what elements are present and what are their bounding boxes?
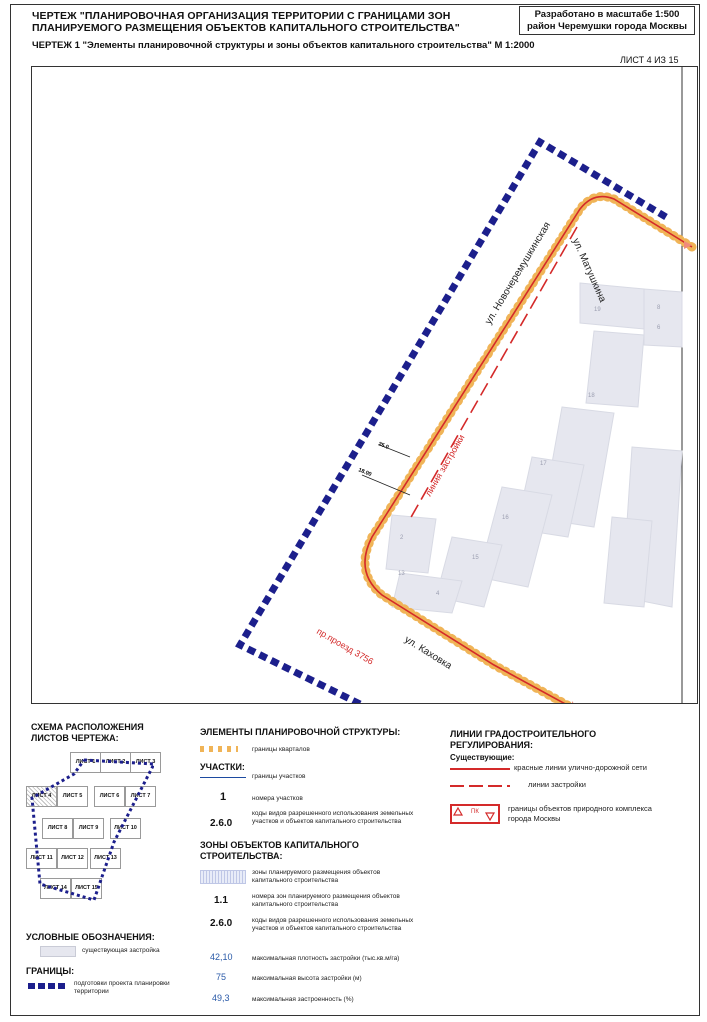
existing-building-label: существующая застройка [82, 947, 160, 954]
building-line-label: линия застройки [423, 432, 467, 498]
arrow-marker-icon [572, 701, 580, 704]
street-label: ул. Каховка [402, 634, 454, 672]
scheme-cell-13[interactable]: ЛИСТ 13 [90, 848, 121, 869]
building-number: 18 [588, 393, 595, 399]
building-number: 19 [594, 307, 601, 313]
scheme-boundary-outline [24, 752, 154, 902]
nature-boundary-label: границы объектов природного комплекса города Москвы [508, 804, 652, 823]
street-label: ул. Новочеремушкинская [483, 220, 554, 327]
red-line-label: красные линии улично-дорожной сети [514, 763, 647, 772]
density-label: максимальная плотность застройки (тыс.кв.м/га) [252, 955, 400, 962]
building-number: 15 [472, 555, 479, 561]
lines-existing-title: Существующие: [450, 753, 515, 762]
scheme-cell-11[interactable]: ЛИСТ 11 [26, 848, 57, 869]
scheme-cell-10[interactable]: ЛИСТ 10 [110, 818, 141, 839]
plots-title: УЧАСТКИ: [200, 762, 245, 772]
quarter-boundary-swatch [200, 746, 238, 752]
scheme-cell-14[interactable]: ЛИСТ 14 [40, 878, 71, 899]
scheme-cell-5[interactable]: ЛИСТ 5 [57, 786, 88, 807]
scheme-cell-1[interactable]: ЛИСТ 1 [70, 752, 101, 773]
zone-number-sample: 1.1 [214, 895, 228, 906]
zones-title: ЗОНЫ ОБЪЕКТОВ КАПИТАЛЬНОГО СТРОИТЕЛЬСТВА: [200, 840, 359, 861]
planned-zone-swatch [200, 870, 246, 884]
drawing-title: ЧЕРТЕЖ "ПЛАНИРОВОЧНАЯ ОРГАНИЗАЦИЯ ТЕРРИТОРИИ С ГРАНИЦАМИ ЗОН ПЛАНИРУЕМОГО РАЗМЕЩЕНИЯ ОБЪЕКТОВ КАПИТАЛЬНОГО СТРОИТЕЛЬСТВА" [32, 10, 460, 34]
building-line-label: линии застройки [528, 780, 586, 789]
building-number: 13 [398, 571, 405, 577]
scheme-cell-15[interactable]: ЛИСТ 15 [71, 878, 102, 899]
street-label: ул. Матушкина [569, 236, 608, 305]
quarter-boundary-label: границы кварталов [252, 746, 310, 753]
height-label: максимальная высота застройки (м) [252, 975, 362, 982]
existing-building-swatch [40, 946, 76, 957]
scheme-cell-6[interactable]: ЛИСТ 6 [94, 786, 125, 807]
building-line-swatch [450, 785, 510, 787]
street-label: пр.проезд 3756 [315, 626, 376, 667]
coverage-label: максимальная застроенность (%) [252, 996, 354, 1003]
district-note: район Черемушки города Москвы [526, 21, 687, 32]
height-sample: 75 [216, 972, 227, 982]
building [386, 515, 436, 573]
building [580, 283, 644, 329]
plot-number-sample: 1 [220, 791, 227, 803]
plot-code-sample: 2.6.0 [210, 818, 233, 829]
scheme-title: СХЕМА РАСПОЛОЖЕНИЯ ЛИСТОВ ЧЕРТЕЖА: [31, 722, 144, 743]
nature-code: ПК [471, 809, 479, 815]
building-number: 4 [436, 591, 440, 597]
red-line-swatch [450, 768, 510, 770]
building-number: 17 [540, 461, 547, 467]
zone-code-sample: 2.6.0 [210, 918, 233, 929]
building-number: 16 [502, 515, 509, 521]
borders-title: ГРАНИЦЫ: [26, 966, 75, 976]
building [586, 331, 644, 407]
building [644, 289, 682, 347]
scheme-cell-2[interactable]: ЛИСТ 2 [100, 752, 131, 773]
building-number: 2 [400, 535, 404, 541]
plot-number-label: номера участков [252, 795, 303, 802]
coverage-sample: 49,3 [212, 993, 230, 1003]
symbols-title: УСЛОВНЫЕ ОБОЗНАЧЕНИЯ: [26, 932, 155, 942]
scheme-cell-7[interactable]: ЛИСТ 7 [125, 786, 156, 807]
lines-title: ЛИНИИ ГРАДОСТРОИТЕЛЬНОГО РЕГУЛИРОВАНИЯ: [450, 729, 597, 750]
density-sample: 42,10 [210, 952, 233, 962]
drawing-subtitle: ЧЕРТЕЖ 1 "Элементы планировочной структуры и зоны объектов капитального строительства" М 1:2000 [32, 40, 535, 51]
project-boundary-label: подготовки проекта планировки территории [74, 980, 170, 995]
elements-title: ЭЛЕМЕНТЫ ПЛАНИРОВОЧНОЙ СТРУКТУРЫ: [200, 727, 401, 737]
building-number: 8 [657, 305, 661, 311]
planned-zone-label: зоны планируемого размещения объектов капитального строительства [252, 869, 381, 884]
plot-code-label: коды видов разрешенного использования земельных участков и объектов капитального строительства [252, 810, 414, 825]
building [604, 517, 652, 607]
scale-note: Разработано в масштабе 1:500 [534, 9, 680, 20]
project-boundary-swatch [28, 983, 66, 989]
scheme-cell-12[interactable]: ЛИСТ 12 [57, 848, 88, 869]
scheme-cell-4[interactable]: ЛИСТ 4 [26, 786, 57, 807]
scheme-cell-3[interactable]: ЛИСТ 3 [130, 752, 161, 773]
dimension-label: 18.00 [357, 467, 373, 479]
map-canvas [32, 67, 698, 704]
scheme-cell-9[interactable]: ЛИСТ 9 [73, 818, 104, 839]
plot-boundary-label: границы участков [252, 773, 306, 780]
zone-number-label: номера зон планируемого размещения объектов капитального строительства [252, 893, 400, 908]
building-number: 6 [657, 325, 661, 331]
title-block [519, 6, 695, 35]
scheme-cell-8[interactable]: ЛИСТ 8 [42, 818, 73, 839]
plot-boundary-swatch [200, 777, 246, 778]
sheet-number: ЛИСТ 4 ИЗ 15 [620, 55, 679, 65]
map-frame[interactable] [31, 66, 698, 704]
dimension-label: 25.0 [377, 441, 390, 451]
zone-code-label: коды видов разрешенного использования земельных участков и объектов капитального строительства [252, 917, 414, 932]
nature-boundary-swatch [450, 804, 500, 824]
